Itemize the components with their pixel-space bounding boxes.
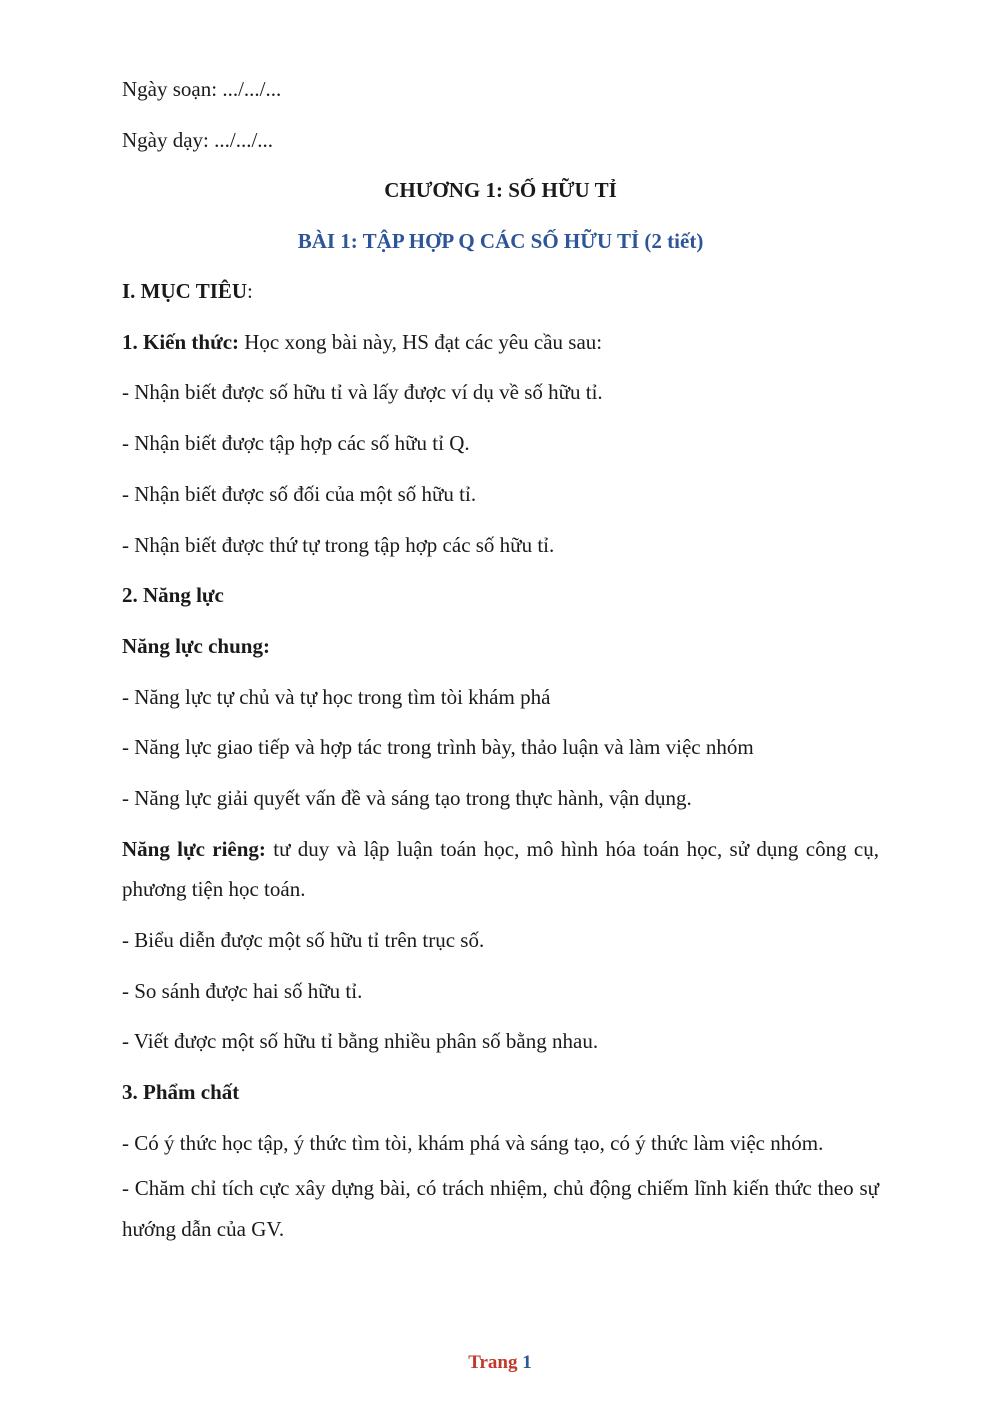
general-ability-item: - Năng lực giao tiếp và hợp tác trong trình bày, thảo luận và làm việc nhóm <box>122 735 754 760</box>
knowledge-heading <box>122 317 879 368</box>
knowledge-item: - Nhận biết được số hữu tỉ và lấy được ví dụ về số hữu tỉ. <box>122 380 603 405</box>
specific-ability-item: - Biểu diễn được một số hữu tỉ trên trục số. <box>122 927 485 952</box>
general-ability-heading: Năng lực chung: <box>122 633 270 658</box>
section-objectives-label: I. MỤC TIÊU <box>122 279 248 304</box>
specific-ability-text: tư duy và lập luận toán học, mô hình hóa toán học, sử dụng công cụ, phương tiện học toán. <box>122 836 879 902</box>
page-footer <box>0 1352 1000 1374</box>
knowledge-item: - Nhận biết được tập hợp các số hữu tỉ Q. <box>122 431 470 456</box>
quality-item: - Có ý thức học tập, ý thức tìm tòi, khám phá và sáng tạo, có ý thức làm việc nhóm. <box>122 1130 824 1155</box>
section-objectives-colon: : <box>247 279 253 304</box>
chapter-title: CHƯƠNG 1: SỐ HỮU TỈ <box>384 178 617 203</box>
page-number: 1 <box>522 1352 532 1373</box>
general-ability-item: - Năng lực tự chủ và tự học trong tìm tòi khám phá <box>122 684 551 709</box>
specific-ability-label: Năng lực riêng: <box>122 836 266 861</box>
prep-date: Ngày soạn: .../.../... <box>122 77 282 101</box>
specific-ability-paragraph <box>122 829 879 910</box>
document-page <box>122 64 879 1254</box>
knowledge-intro: Học xong bài này, HS đạt các yêu cầu sau: <box>239 329 603 354</box>
teach-date: Ngày dạy: .../.../... <box>122 127 274 152</box>
quality-heading: 3. Phẩm chất <box>122 1079 240 1104</box>
general-ability-item: - Năng lực giải quyết vấn đề và sáng tạo trong thực hành, vận dụng. <box>122 785 692 810</box>
knowledge-label: 1. Kiến thức: <box>122 329 240 354</box>
specific-ability-item: - So sánh được hai số hữu tỉ. <box>122 978 363 1003</box>
knowledge-item: - Nhận biết được số đối của một số hữu tỉ. <box>122 481 477 506</box>
ability-heading: 2. Năng lực <box>122 583 224 608</box>
knowledge-item: - Nhận biết được thứ tự trong tập hợp các số hữu tỉ. <box>122 532 555 557</box>
page-label: Trang <box>468 1352 523 1373</box>
specific-ability-item: - Viết được một số hữu tỉ bằng nhiều phân số bằng nhau. <box>122 1029 599 1054</box>
lesson-title: BÀI 1: TẬP HỢP Q CÁC SỐ HỮU TỈ (2 tiết) <box>297 229 704 254</box>
quality-item: - Chăm chỉ tích cực xây dựng bài, có trách nhiệm, chủ động chiếm lĩnh kiến thức theo sự hướng dẫn của GV. <box>122 1176 879 1241</box>
section-objectives-heading <box>122 266 879 317</box>
